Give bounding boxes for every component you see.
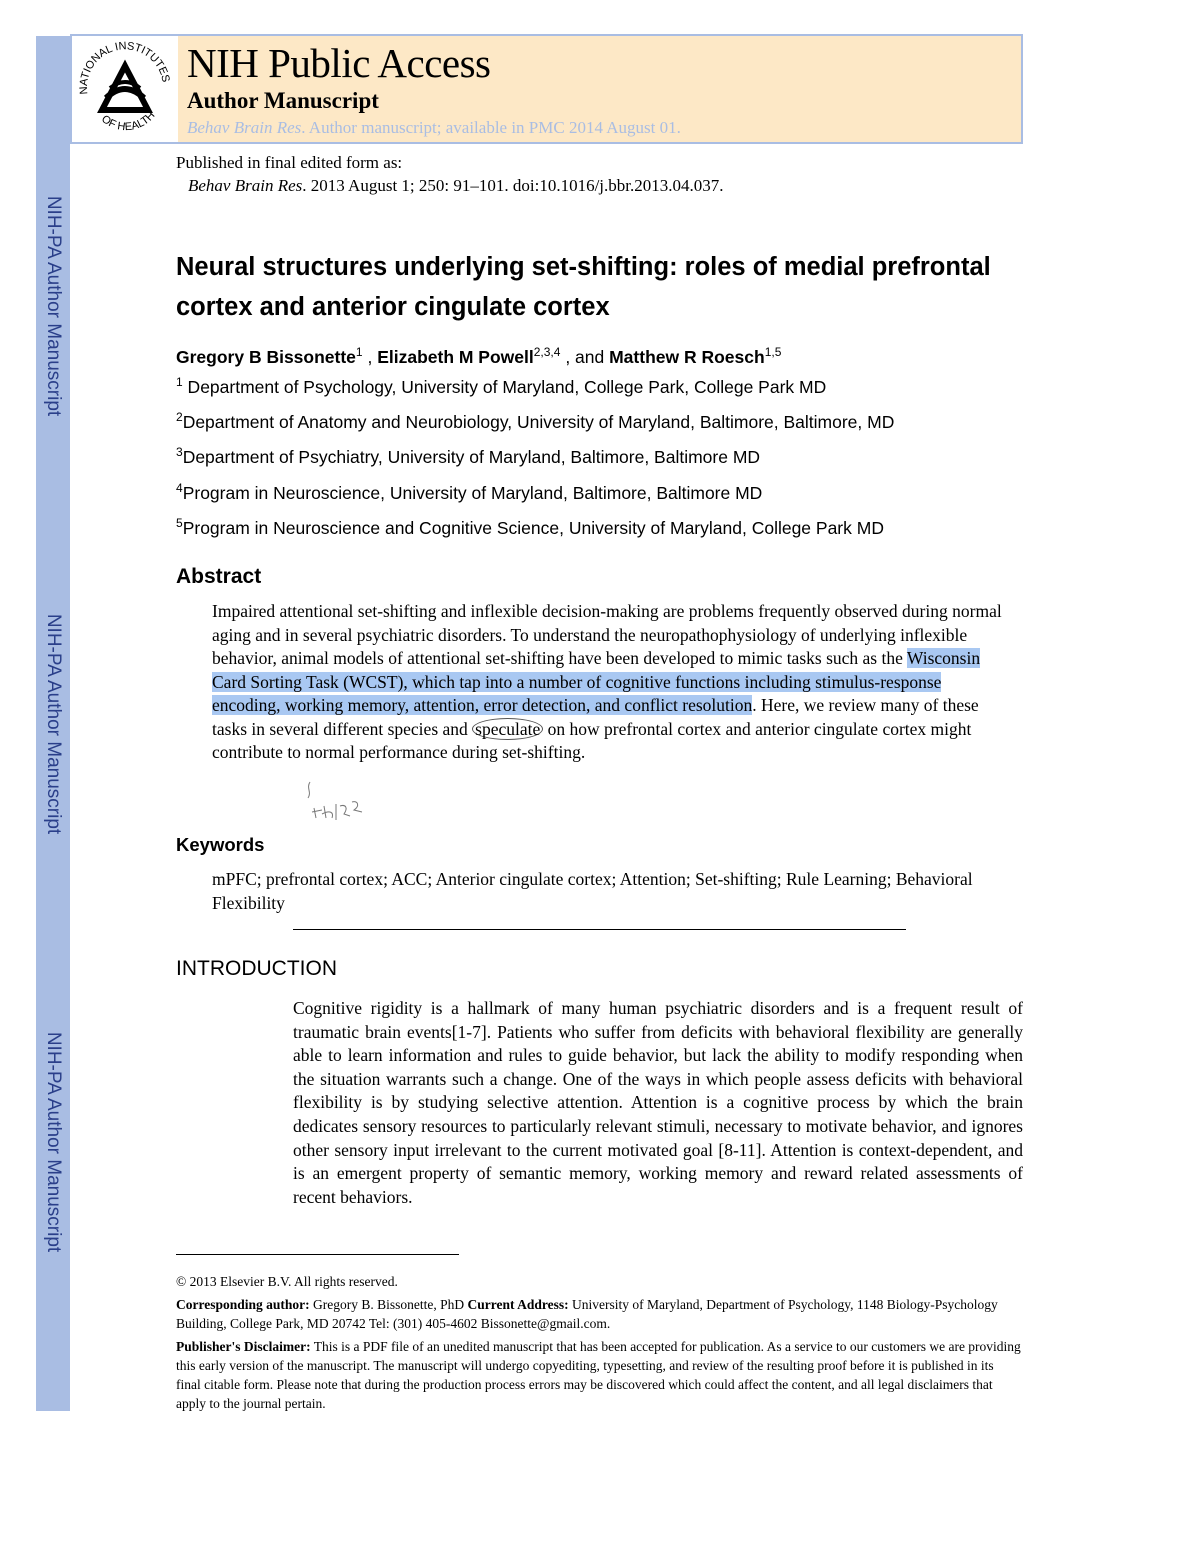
affiliation: $^2$Department of Anatomy and Neurobiology, University of Maryland, Baltimore, Baltimore, MD [176,410,895,432]
introduction-text: Cognitive rigidity is a hallmark of many human psychiatric disorders and is a frequent result of traumatic brain events[1-7]. Patients who suffer from deficits with behavioral flexibility are generally able to learn information and rules to guide behavior, but lack the ability to modify responding when the situation warrants such a change. One of the ways in which people assess deficits with behavioral flexibility is by studying selective attention. Attention is a cognitive process by which the brain dedicates sensory resources to particularly relevant stimuli, necessary to motivate behavior, and ignores other sensory input irrelevant to the current motivated goal [8-11]. Attention is context-dependent, and is an emergent property of semantic memory, working memory and reward related assessments of recent behaviors. [293,998,1023,1207]
footnotes [176,1272,1021,1417]
nih-logo [72,36,177,142]
publication-info [176,151,724,197]
keywords-text: mPFC; prefrontal cortex; ACC; Anterior cingulate cortex; Attention; Set-shifting; Rule Learning; Behavioral Flexibility [212,869,973,913]
citation: Behav Brain Res. 2013 August 1; 250: 91–101. doi:10.1016/j.bbr.2013.04.037. [188,176,724,195]
introduction-heading: INTRODUCTION [176,957,337,980]
keywords-heading: Keywords [176,834,265,855]
svg-text:NATIONAL INSTITUTES: NATIONAL INSTITUTES [77,40,172,95]
handwritten-note-icon [300,780,370,824]
published-label: Published in final edited form as: [176,153,403,172]
corresponding-author: Corresponding author: Gregory B. Bissonette, PhD Current Address: University of Maryland, Department of Psychology, 1148 Biology-Psychology Building, College Park, MD 20742 Tel: (301) 405-4602 Bissonette@gmail.com. [176,1297,998,1331]
header-title-area [178,36,1021,142]
footnote-divider [176,1254,459,1255]
author-manuscript-label: Author Manuscript [187,88,379,113]
section-divider [293,929,906,930]
nih-public-access-title: NIH Public Access [187,40,491,86]
circled-word: speculate [472,718,543,740]
affiliation: $^5$Program in Neuroscience and Cognitive Science, University of Maryland, College Park MD [176,516,884,538]
svg-text:OF HEALTH: OF HEALTH [99,109,158,134]
abstract-text: Impaired attentional set-shifting and inflexible decision-making are problems frequently observed during normal aging and in several psychiatric disorders. To understand the neuropathophysiology of underlying inflexible behavior, animal models of attentional set-shifting have been developed to mimic tasks such as the Wisconsin Card Sorting Task (WCST), which tap into a number of cognitive functions including stimulus-response encoding, working memory, attention, error detection, and conflict resolution. Here, we review many of these tasks in several different species and speculate on how prefrontal cortex and anterior cingulate cortex might contribute to normal performance during set-shifting. [212,601,1002,762]
publisher-disclaimer: Publisher's Disclaimer: This is a PDF file of an unedited manuscript that has been accepted for publication. As a service to our customers we are providing this early version of the manuscript. The manuscript will undergo copyediting, typesetting, and review of the resulting proof before it is published in its final citable form. Please note that during the production process errors may be discovered which could affect the content, and all legal disclaimers that apply to the journal pertain. [176,1339,1021,1411]
pmc-availability: Behav Brain Res. Author manuscript; available in PMC 2014 August 01. [187,118,681,137]
copyright-notice: © 2013 Elsevier B.V. All rights reserved. [176,1274,398,1289]
author-list: Gregory B Bissonette$^1$ , Elizabeth M Powell$^{2,3,4}$ , and Matthew R Roesch$^{1,5}$ [176,345,782,367]
highlighted-text: Wisconsin Card Sorting Task (WCST), which tap into a number of cognitive functions including stimulus-response encoding, working memory, attention, error detection, and conflict resolution [212,648,981,715]
affiliation: $^1$ Department of Psychology, University of Maryland, College Park, College Park MD [176,375,827,397]
nih-logo-icon [72,36,177,142]
nih-header [70,34,1023,144]
paper-title: Neural structures underlying set-shifting: roles of medial prefrontal cortex and anterior cingulate cortex [176,253,991,321]
abstract-heading: Abstract [176,565,262,588]
affiliation: $^3$Department of Psychiatry, University of Maryland, Baltimore, Baltimore MD [176,445,761,467]
affiliation: $^4$Program in Neuroscience, University of Maryland, Baltimore, Baltimore MD [176,481,763,503]
